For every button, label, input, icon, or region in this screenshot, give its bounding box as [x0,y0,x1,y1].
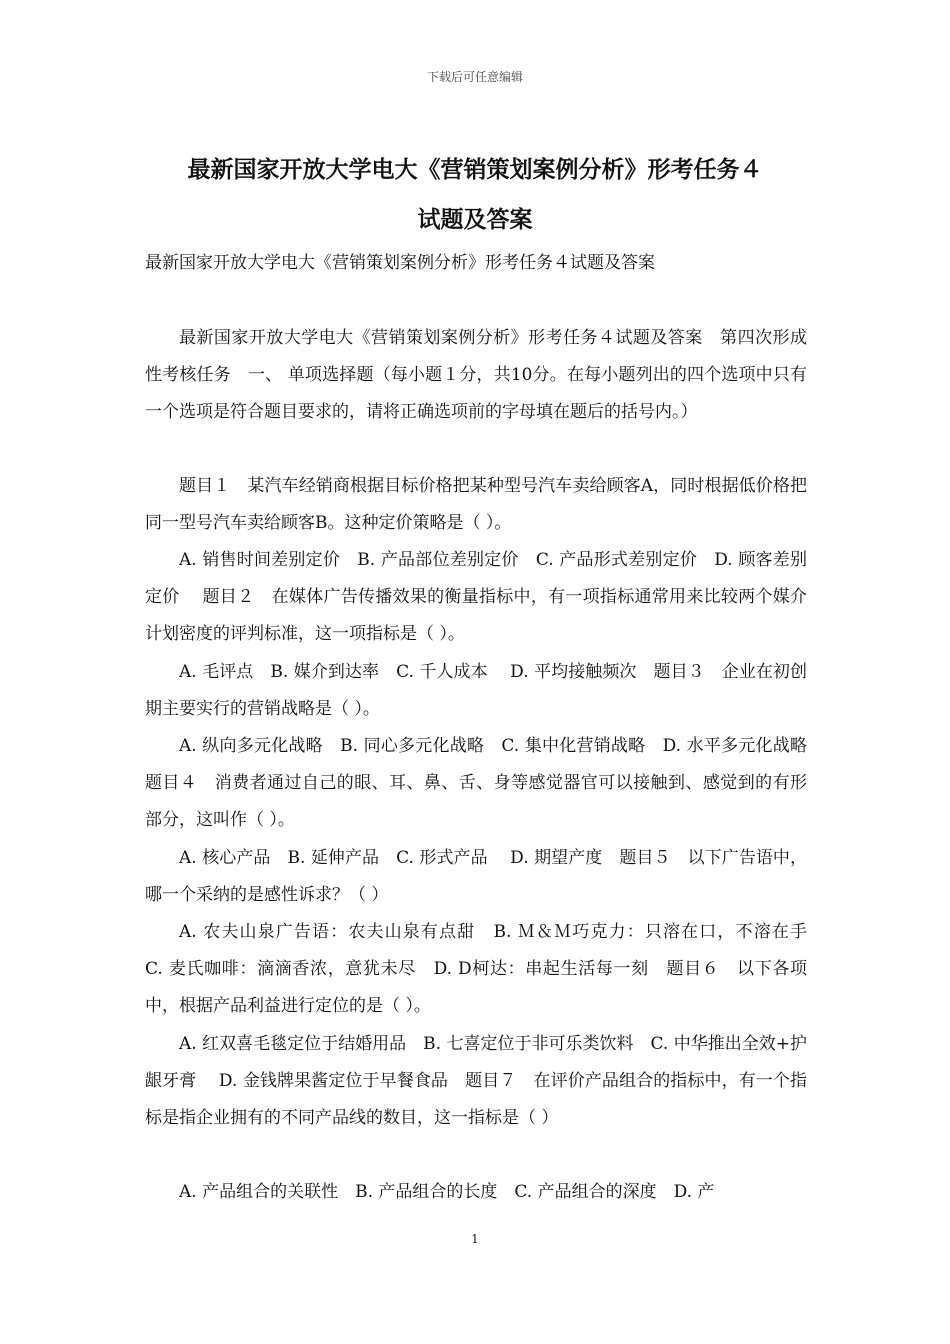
paragraph-text: A. 核心产品 B. 延伸产品 C. 形式产品 D. 期望产度 题目５ 以下广告语中，哪一个采纳的是感性诉求？（ ） [145,848,807,905]
options-q7-paragraph [145,1174,807,1211]
paragraph-text: 题目１ 某汽车经销商根据目标价格把某种型号汽车卖给顾客A，同时根据低价格把同一型号汽车卖给顾客B。这种定价策略是（ ）。 [145,476,807,533]
options-q5-question-6-paragraph [145,914,830,1025]
document-title-line-1: 最新国家开放大学电大《营销策划案例分析》形考任务４ [187,157,763,183]
page-number: 1 [471,1232,479,1246]
intro-paragraph [145,320,807,431]
options-q6-question-7-paragraph [145,1026,807,1137]
question-1-paragraph [145,468,807,542]
paragraph-text: A. 毛评点 B. 媒介到达率 C. 千人成本 D. 平均接触频次 题目３ 企业在初创期主要实行的营销战略是（ ）。 [145,662,807,719]
options-q4-question-5-paragraph [145,840,807,914]
page-header-note: 下载后可任意编辑 [426,70,523,84]
paragraph-text: A. 红双喜毛毯定位于结婚用品 B. 七喜定位于非可乐类饮料 C. 中华推出全效+护龈牙膏 D. 金钱牌果酱定位于早餐食品 题目７ 在评价产品组合的指标中，有一个指标是指企业拥有的不同产品线的数目，这一指标是（ ） [145,1034,807,1128]
document-title-line-2: 试题及答案 [417,207,533,233]
options-q3-question-4-paragraph [145,728,830,839]
paragraph-text: A. 纵向多元化战略 B. 同心多元化战略 C. 集中化营销战略 D. 水平多元化战略 题目４ 消费者通过自己的眼、耳、鼻、舌、身等感觉器官可以接触到、感觉到的有形部分，这叫作（ ）。 [145,736,830,830]
paragraph-text: A. 农夫山泉广告语：农夫山泉有点甜 B. Ｍ＆Ｍ巧克力：只溶在口，不溶在手 C. 麦氏咖啡：滴滴香浓，意犹未尽 D. D柯达：串起生活每一刻 题目６ 以下各项中，根据产品利益进行定位的是（ ）。 [145,922,830,1016]
paragraph-text: A. 销售时间差别定价 B. 产品部位差别定价 C. 产品形式差别定价 D. 顾客差别定价 题目２ 在媒体广告传播效果的衡量指标中，有一项指标通常用来比较两个媒介计划密度的评判标准，这一项指标是（ ）。 [145,550,807,644]
options-q2-question-3-paragraph [145,654,807,728]
paragraph-text: 最新国家开放大学电大《营销策划案例分析》形考任务４试题及答案 第四次形成性考核任务 一、 单项选择题（每小题１分，共10分。在每小题列出的四个选项中只有一个选项是符合题目要求的，请将正确选项前的字母填在题后的括号内。） [145,328,807,422]
options-q1-question-2-paragraph [145,542,807,653]
paragraph-text: A. 产品组合的关联性 B. 产品组合的长度 C. 产品组合的深度 D. 产 [179,1182,715,1202]
document-subtitle: 最新国家开放大学电大《营销策划案例分析》形考任务４试题及答案 [145,253,655,273]
